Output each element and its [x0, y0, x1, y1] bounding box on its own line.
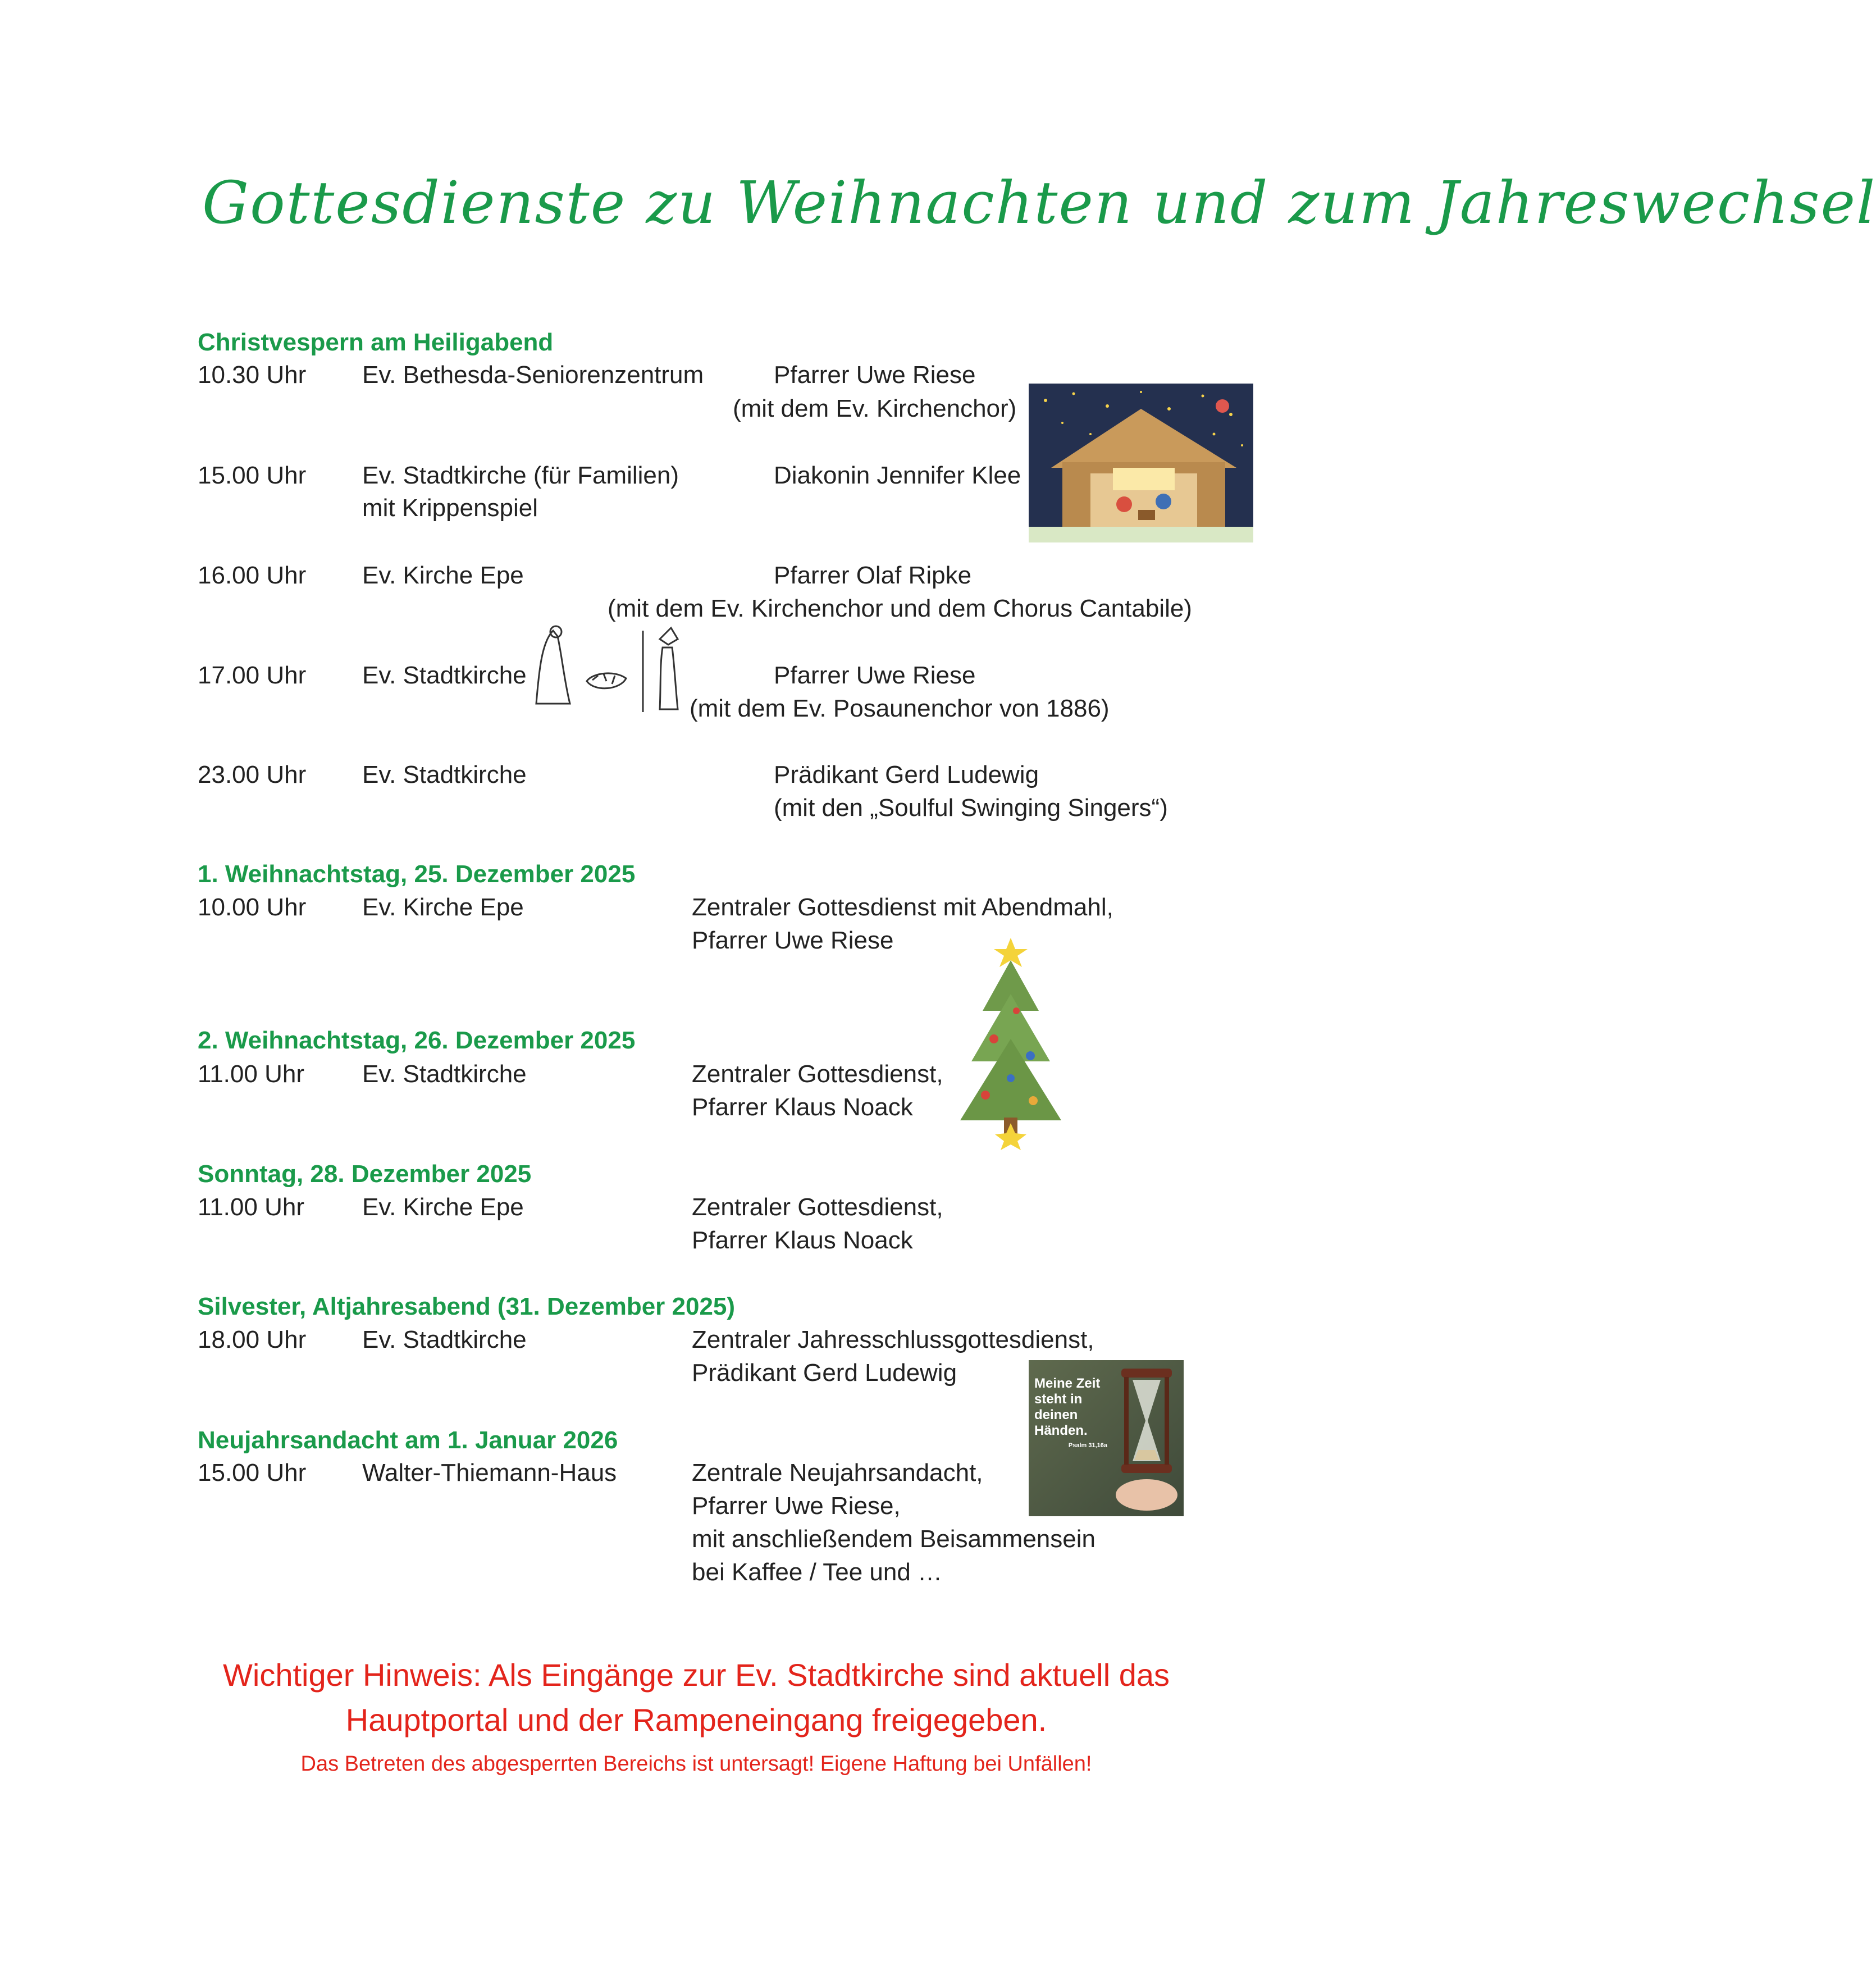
row-place: Ev. Stadtkirche: [362, 1326, 527, 1353]
row-person: Prädikant Gerd Ludewig: [774, 761, 1039, 788]
row-time: 11.00 Uhr: [198, 1060, 304, 1088]
section-heading-weihnachtstag2: 2. Weihnachtstag, 26. Dezember 2025: [198, 1027, 636, 1054]
row-person: Pfarrer Uwe Riese: [774, 361, 976, 389]
caption-line: steht in: [1034, 1392, 1083, 1407]
row-place: Ev. Bethesda-Seniorenzentrum: [362, 361, 704, 389]
notice-line-1: Wichtiger Hinweis: Als Eingänge zur Ev. Stadtkirche sind aktuell das: [223, 1657, 1170, 1693]
row-desc: Pfarrer Uwe Riese,: [692, 1492, 901, 1520]
section-heading-sonntag: Sonntag, 28. Dezember 2025: [198, 1160, 532, 1188]
caption-line: deinen: [1034, 1407, 1078, 1422]
row-desc: bei Kaffee / Tee und …: [692, 1558, 943, 1586]
row-desc: Zentraler Gottesdienst mit Abendmahl,: [692, 893, 1113, 921]
row-desc: Zentrale Neujahrsandacht,: [692, 1459, 983, 1486]
caption-line: Meine Zeit: [1034, 1376, 1101, 1391]
row-time: 10.30 Uhr: [198, 361, 307, 389]
caption-line: Händen.: [1034, 1423, 1088, 1438]
row-time: 16.00 Uhr: [198, 562, 307, 589]
row-desc: Zentraler Jahresschlussgottesdienst,: [692, 1326, 1094, 1353]
row-desc: Zentraler Gottesdienst,: [692, 1060, 943, 1088]
row-place-extra: mit Krippenspiel: [362, 494, 538, 522]
row-time: 23.00 Uhr: [198, 761, 307, 788]
row-desc: Pfarrer Uwe Riese: [692, 927, 894, 954]
row-place: Ev. Kirche Epe: [362, 1193, 524, 1221]
row-place: Ev. Stadtkirche: [362, 761, 527, 788]
row-time: 17.00 Uhr: [198, 662, 307, 689]
row-person: Pfarrer Uwe Riese: [774, 662, 976, 689]
row-place: Ev. Kirche Epe: [362, 893, 524, 921]
row-time: 10.00 Uhr: [198, 893, 307, 921]
notice-line-3: Das Betreten des abgesperrten Bereichs ist untersagt! Eigene Haftung bei Unfällen!: [300, 1752, 1092, 1776]
row-desc: Pfarrer Klaus Noack: [692, 1226, 913, 1254]
nativity-stable-image: [1029, 384, 1253, 542]
section-heading-silvester: Silvester, Altjahresabend (31. Dezember 2025): [198, 1293, 736, 1320]
nativity-sketch-image: [531, 619, 693, 715]
row-desc: Pfarrer Klaus Noack: [692, 1093, 913, 1121]
row-place: Ev. Stadtkirche (für Familien): [362, 462, 679, 489]
section-heading-neujahr: Neujahrsandacht am 1. Januar 2026: [198, 1426, 618, 1454]
row-desc: Zentraler Gottesdienst,: [692, 1193, 943, 1221]
row-note: (mit den „Soulful Swinging Singers“): [774, 794, 1168, 822]
section-heading-christvespern: Christvespern am Heiligabend: [198, 329, 554, 356]
page-title: Gottesdienste zu Weihnachten und zum Jahreswechsel: [202, 168, 1876, 237]
row-time: 15.00 Uhr: [198, 462, 307, 489]
notice-line-2: Hauptportal und der Rampeneingang freigegeben.: [345, 1702, 1047, 1738]
row-note: (mit dem Ev. Posaunenchor von 1886): [690, 695, 1110, 722]
row-time: 15.00 Uhr: [198, 1459, 307, 1486]
row-note: (mit dem Ev. Kirchenchor): [733, 395, 1017, 422]
row-place: Ev. Kirche Epe: [362, 562, 524, 589]
row-note: (mit dem Ev. Kirchenchor und dem Chorus Cantabile): [608, 595, 1192, 622]
hourglass-caption: [1034, 1376, 1107, 1452]
row-time: 11.00 Uhr: [198, 1193, 304, 1221]
row-time: 18.00 Uhr: [198, 1326, 307, 1353]
caption-reference: Psalm 31,16a: [1068, 1442, 1107, 1449]
row-desc: Prädikant Gerd Ludewig: [692, 1359, 957, 1387]
row-place: Ev. Stadtkirche: [362, 1060, 527, 1088]
hourglass-image: [1029, 1360, 1184, 1516]
row-place: Ev. Stadtkirche: [362, 662, 527, 689]
row-person: Diakonin Jennifer Klee: [774, 462, 1021, 489]
row-place: Walter-Thiemann-Haus: [362, 1459, 617, 1486]
row-person: Pfarrer Olaf Ripke: [774, 562, 972, 589]
row-desc: mit anschließendem Beisammensein: [692, 1525, 1096, 1553]
christmas-tree-image: [926, 927, 1095, 1151]
section-heading-weihnachtstag1: 1. Weihnachtstag, 25. Dezember 2025: [198, 860, 636, 888]
